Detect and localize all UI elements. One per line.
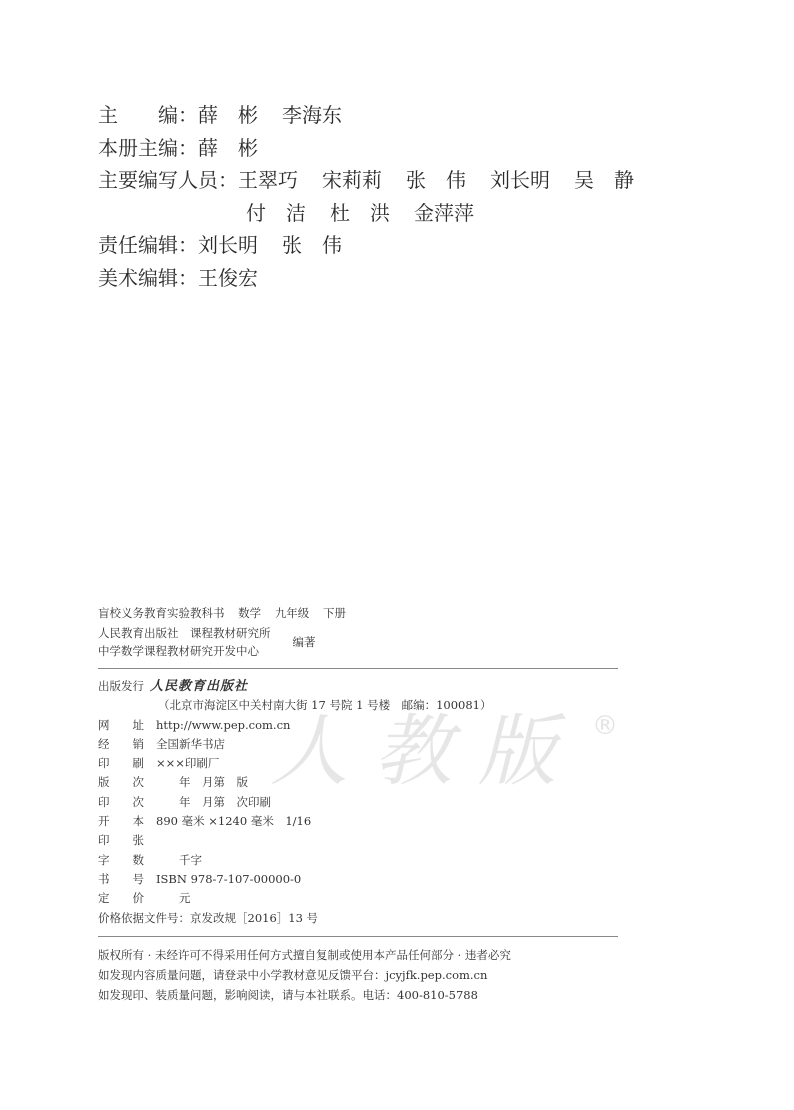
printing-label: 印 次: [98, 794, 144, 809]
art-editor-row: [98, 262, 634, 295]
words-row: [98, 851, 618, 870]
printing-value: 年 月第 次印刷: [156, 794, 271, 809]
book-authors: [98, 624, 618, 660]
book-term: 下册: [322, 606, 346, 620]
main-writers-row: [98, 164, 634, 197]
isbn-label: 书 号: [98, 871, 144, 886]
writer-name: 张 伟: [406, 168, 466, 192]
price-row: [98, 889, 618, 908]
printing-row: [98, 793, 618, 812]
volume-chief-editor-name: 薛 彬: [198, 135, 258, 160]
format-label: 开 本: [98, 814, 144, 829]
art-editor-name: 王俊宏: [198, 265, 258, 290]
words-label: 字 数: [98, 852, 144, 867]
chief-editor-name: 薛 彬: [198, 103, 258, 127]
printer-label: 印 刷: [98, 756, 144, 771]
author-role: 编著: [292, 635, 316, 649]
distributor-label: 经 销: [98, 736, 144, 751]
cip-block: [98, 604, 618, 1005]
price-label: 定 价: [98, 891, 144, 906]
edition-value: 年 月第 版: [156, 775, 248, 790]
main-writers-row-2: [98, 197, 634, 230]
website-row: [98, 716, 618, 735]
isbn-row: [98, 870, 618, 889]
publisher-address: （北京市海淀区中关村南大街 17 号院 1 号楼 邮编：100081）: [158, 698, 492, 713]
writer-name: 付 洁: [246, 200, 306, 225]
responsible-editor-row: [98, 229, 634, 262]
writer-name: 杜 洪: [330, 200, 390, 225]
responsible-editor-name: 刘长明: [198, 233, 258, 257]
editor-credits: [98, 99, 634, 294]
author-line: 中学数学课程教材研究开发中心: [98, 644, 259, 658]
chief-editor-row: [98, 99, 634, 132]
website-value: http://www.pep.com.cn: [156, 717, 291, 732]
distributor-value: 全国新华书店: [156, 736, 225, 751]
publisher-logo-text: 人民教育出版社: [150, 679, 249, 694]
chief-editor-name: 李海东: [282, 103, 342, 127]
website-label: 网 址: [98, 717, 144, 732]
publisher-row: [98, 677, 618, 696]
writer-name: 金萍萍: [414, 200, 474, 225]
book-subject: 数学: [238, 606, 262, 620]
isbn-value: ISBN 978-7-107-00000-0: [156, 871, 302, 886]
responsible-editor-label: 责任编辑：: [98, 233, 198, 257]
publishing-info: [98, 677, 618, 928]
main-writers-label: 主要编写人员：: [98, 168, 238, 192]
printer-value: ×××印刷厂: [156, 756, 220, 771]
sheets-row: [98, 831, 618, 850]
price-value: 元: [156, 891, 191, 906]
chief-editor-label: 主 编：: [98, 103, 198, 127]
pricing-basis: 价格依据文件号：京发改规［2016］13 号: [98, 910, 319, 925]
divider: [98, 936, 618, 937]
format-row: [98, 812, 618, 831]
copyright-statement: 版权所有 · 未经许可不得采用任何方式擅自复制或使用本产品任何部分 · 违者必究: [98, 947, 511, 962]
print-feedback-line: 如发现印、装质量问题，影响阅读，请与本社联系。电话：400-810-5788: [98, 987, 478, 1002]
book-title: [98, 604, 618, 622]
watermark-text: 人教版: [270, 707, 583, 797]
printer-row: [98, 754, 618, 773]
art-editor-label: 美术编辑：: [98, 265, 198, 290]
writer-name: 王翠巧: [238, 168, 298, 192]
words-value: 千字: [156, 852, 202, 867]
author-line: 人民教育出版社 课程教材研究所: [98, 626, 271, 640]
edition-row: [98, 773, 618, 792]
registered-mark: ®: [592, 711, 618, 741]
edition-label: 版 次: [98, 775, 144, 790]
publisher-label: 出版发行: [98, 679, 144, 693]
quality-feedback-line: 如发现内容质量问题，请登录中小学教材意见反馈平台：jcyjfk.pep.com.cn: [98, 967, 488, 982]
divider: [98, 668, 618, 669]
writer-name: 宋莉莉: [322, 168, 382, 192]
volume-chief-editor-row: [98, 132, 634, 165]
copyright-notice: [98, 945, 618, 1005]
distributor-row: [98, 735, 618, 754]
book-series: 盲校义务教育实验教科书: [98, 606, 225, 620]
book-grade: 九年级: [274, 606, 310, 620]
responsible-editor-name: 张 伟: [282, 233, 342, 257]
writer-name: 吴 静: [574, 168, 634, 192]
pricing-basis-row: [98, 909, 618, 928]
writer-name: 刘长明: [490, 168, 550, 192]
volume-chief-editor-label: 本册主编：: [98, 135, 198, 160]
sheets-label: 印 张: [98, 833, 144, 848]
format-value: 890 毫米 ×1240 毫米 1/16: [156, 814, 312, 829]
